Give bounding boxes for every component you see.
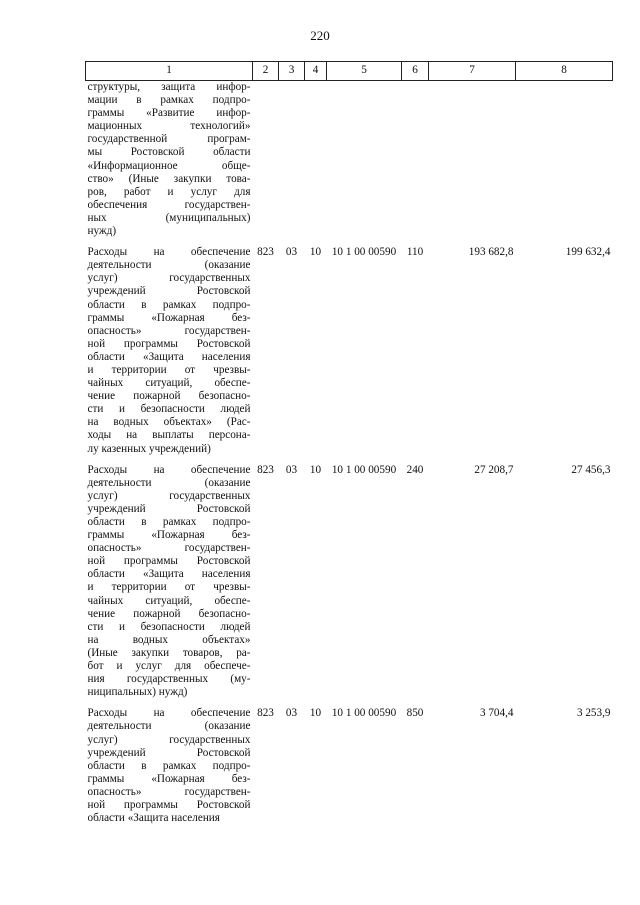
description-line: государственной програм- [87, 133, 251, 146]
expense-type-cell: 240 [406, 463, 424, 476]
ministry-code-cell: 823 [257, 707, 274, 720]
description-line: граммы «Пожарная без- [87, 529, 251, 542]
description-line: ных (муниципальных) [87, 211, 251, 224]
description-line: услуг) государственных [87, 733, 251, 746]
description-line: области в рамках подпро- [87, 516, 251, 528]
description-line: деятельности (оказание [87, 259, 251, 272]
table-body [86, 81, 613, 826]
description-line: и территории от чрезвы- [87, 363, 251, 376]
description-line: ния государственных (му- [87, 673, 251, 686]
target-article-cell [327, 81, 402, 239]
description-line: ной программы Ростовской [87, 798, 251, 811]
amount-year1-cell: 3 704,4 [479, 707, 514, 720]
section-code-cell [279, 81, 305, 239]
subsection-code-cell: 10 [309, 707, 322, 720]
description-line: ходы на выплаты персона- [87, 429, 251, 442]
description-line: лу казенных учреждений) [87, 442, 211, 455]
description-line: на водных объектах» [87, 633, 251, 646]
target-article-cell: 10 1 00 00590 [331, 246, 397, 259]
description-line: чайных ситуаций, обеспе- [87, 594, 251, 607]
expense-type-cell [402, 81, 429, 239]
description-line: мы Ростовской области [87, 146, 251, 159]
header-cell: 3 [279, 62, 305, 81]
description-line: ниципальных) нужд) [87, 686, 188, 699]
subsection-code-cell [305, 81, 327, 239]
description-line: Расходы на обеспечение [87, 463, 251, 476]
description-line: чение пожарной безопасно- [87, 607, 251, 620]
row-description [86, 238, 253, 456]
description-line: услуг) государственных [87, 489, 251, 502]
table-row [86, 238, 613, 456]
description-line: сти и безопасности людей [87, 620, 251, 633]
description-line: ной программы Ростовской [87, 555, 251, 568]
ministry-code-cell: 823 [257, 246, 274, 259]
description-line: структуры, защита инфор- [87, 81, 251, 93]
description-line: области в рамках подпро- [87, 759, 251, 772]
description-line: сти и безопасности людей [87, 403, 251, 416]
description-line: граммы «Пожарная без- [87, 311, 251, 324]
amount-year2-cell: 27 456,3 [571, 463, 611, 476]
subsection-code-cell: 10 [309, 246, 322, 259]
ministry-code-cell: 823 [257, 463, 274, 476]
table-row [86, 456, 613, 700]
target-article-cell: 10 1 00 00590 [331, 463, 397, 476]
description-line: чайных ситуаций, обеспе- [87, 377, 251, 390]
description-line: деятельности (оказание [87, 720, 251, 733]
header-cell: 2 [253, 62, 279, 81]
budget-table [85, 61, 613, 825]
description-line: деятельности (оказание [87, 476, 251, 489]
table-row [86, 699, 613, 825]
description-line: услуг) государственных [87, 272, 251, 285]
header-cell: 1 [86, 62, 253, 81]
description-line: граммы «Развитие инфор- [87, 107, 251, 120]
description-line: ство» (Иные закупки това- [87, 172, 251, 185]
header-cell: 8 [516, 62, 613, 81]
section-code-cell: 03 [285, 463, 298, 476]
description-line: нужд) [87, 225, 117, 238]
expense-type-cell: 110 [406, 246, 424, 259]
subsection-code-cell: 10 [309, 463, 322, 476]
description-line: учреждений Ростовской [87, 502, 251, 515]
description-line: опасность» государствен- [87, 542, 251, 555]
amount-year2-cell: 3 253,9 [576, 707, 611, 720]
description-line: области в рамках подпро- [87, 298, 251, 311]
amount-year2-cell [516, 81, 613, 239]
page-number: 220 [310, 28, 330, 43]
header-cell: 5 [327, 62, 402, 81]
description-line: на водных объектах» (Рас- [87, 416, 251, 429]
description-line: опасность» государствен- [87, 324, 251, 337]
description-line: (Иные закупки товаров, ра- [87, 646, 251, 659]
description-line: обеспечения государствен- [87, 198, 251, 211]
description-line: ров, работ и услуг для [87, 185, 251, 198]
description-line: области «Защита населения [87, 812, 220, 825]
header-cell: 7 [429, 62, 516, 81]
amount-year2-cell: 199 632,4 [565, 246, 611, 259]
row-description [86, 81, 253, 239]
target-article-cell: 10 1 00 00590 [331, 707, 397, 720]
description-line: области «Защита населения [87, 350, 251, 363]
description-line: «Информационное обще- [87, 159, 251, 172]
table-row [86, 81, 613, 239]
expense-type-cell: 850 [406, 707, 424, 720]
amount-year1-cell [429, 81, 516, 239]
header-cell: 4 [305, 62, 327, 81]
description-line: опасность» государствен- [87, 785, 251, 798]
description-line: и территории от чрезвы- [87, 581, 251, 594]
description-line: чение пожарной безопасно- [87, 390, 251, 403]
description-line: учреждений Ростовской [87, 746, 251, 759]
description-line: мационных технологий» [87, 120, 251, 133]
description-line: Расходы на обеспечение [87, 246, 251, 259]
description-line: бот и услуг для обеспече- [87, 660, 251, 673]
description-line: области «Защита населения [87, 568, 251, 581]
section-code-cell: 03 [285, 707, 298, 720]
row-description [86, 699, 253, 825]
description-line: мации в рамках подпро- [87, 94, 251, 107]
ministry-code-cell [253, 81, 279, 239]
section-code-cell: 03 [285, 246, 298, 259]
description-line: ной программы Ростовской [87, 337, 251, 350]
description-line: граммы «Пожарная без- [87, 772, 251, 785]
header-cell: 6 [402, 62, 429, 81]
amount-year1-cell: 27 208,7 [474, 463, 514, 476]
description-line: Расходы на обеспечение [87, 707, 251, 720]
row-description [86, 456, 253, 700]
amount-year1-cell: 193 682,8 [468, 246, 514, 259]
description-line: учреждений Ростовской [87, 285, 251, 298]
header-row [86, 62, 613, 81]
